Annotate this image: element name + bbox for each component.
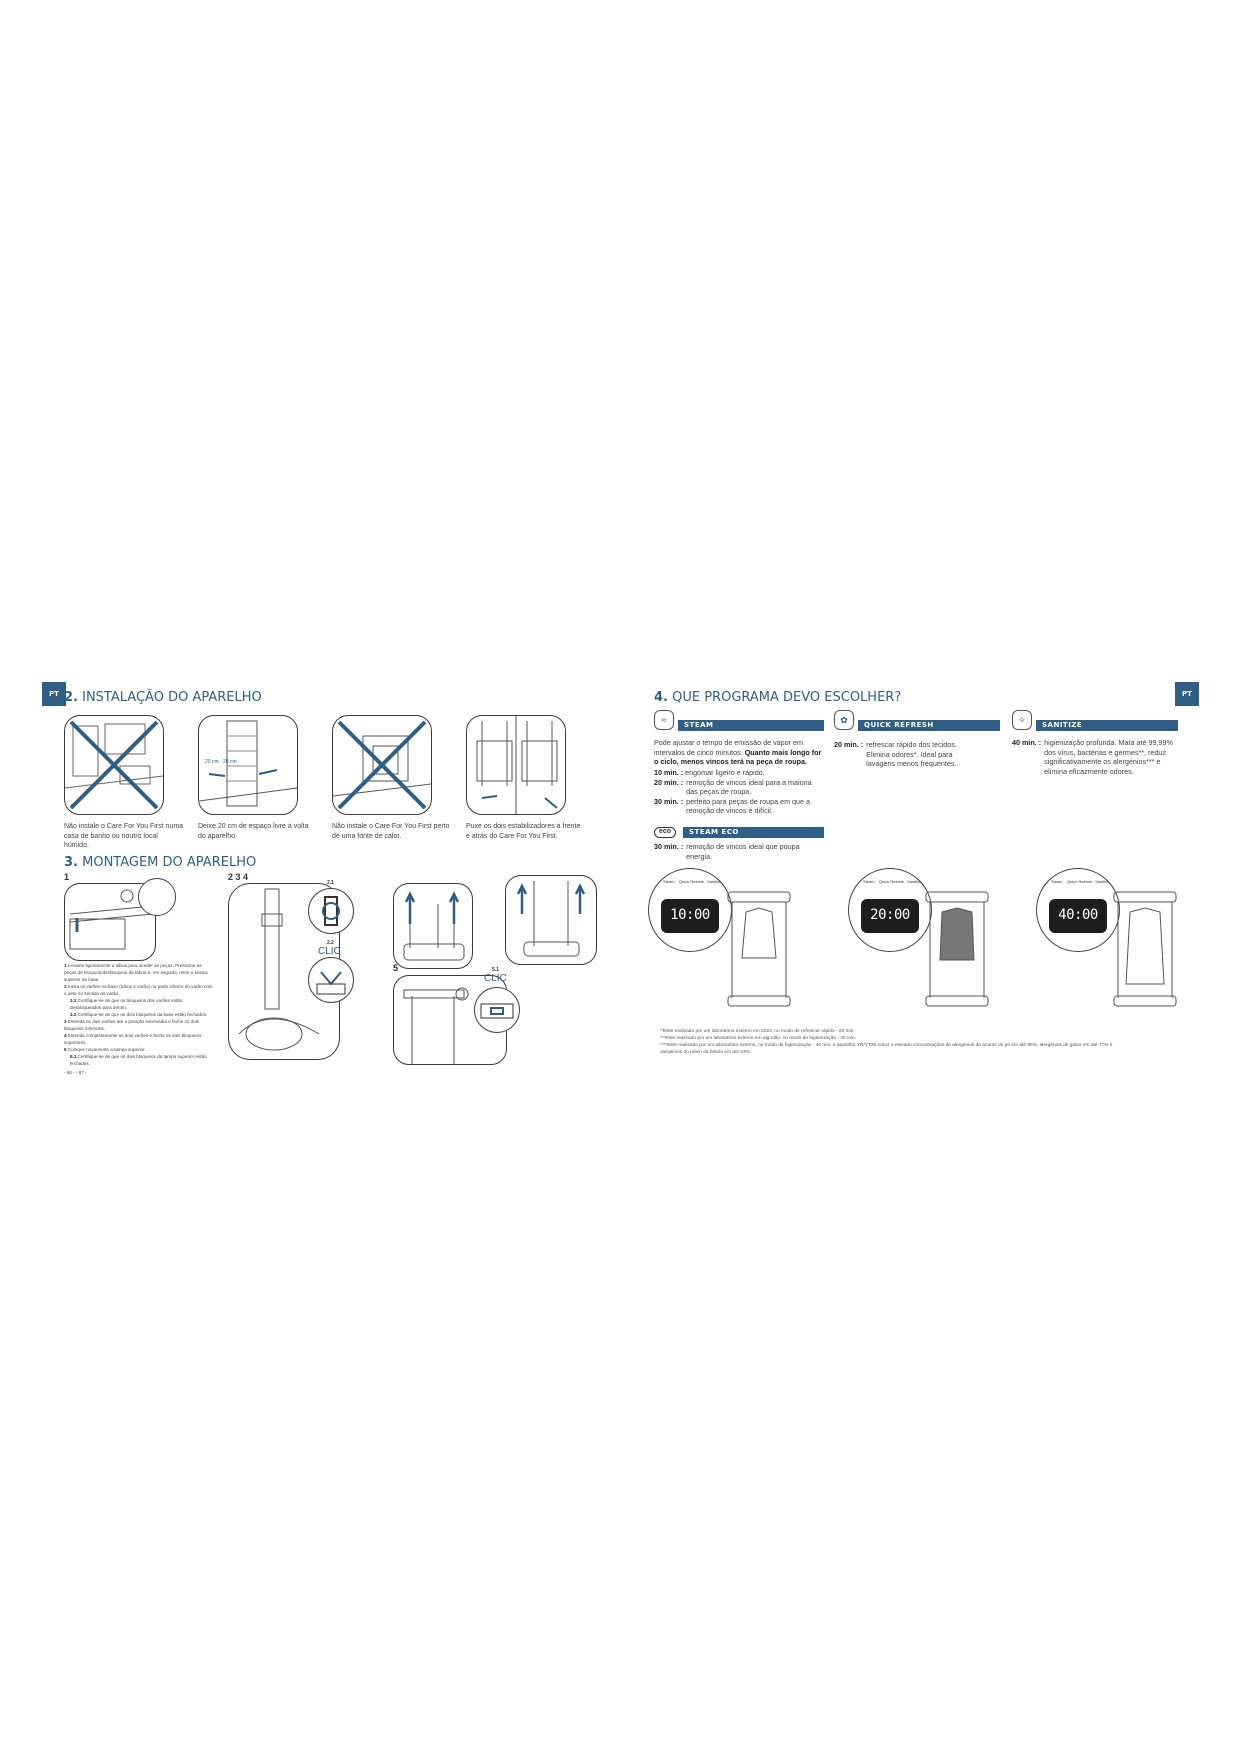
panel-3-caption: Não instale o Care For You First perto de uma fonte de calor. [332,823,450,840]
mode-label-sanitize: Sanitize [907,879,922,884]
step-item [64,1032,214,1046]
eco-icon: eco [654,827,676,838]
section-2-number: 2. [64,690,78,705]
step-number: 2 [64,984,67,989]
step-number: 2.2 [70,1012,77,1017]
mode-label-quick-refresh: Quick Refresh [679,879,705,884]
assembly-step-4 [505,875,597,965]
row-desc: remoção de vincos ideal que poupa energia. [686,842,800,861]
section-4-heading [654,690,901,705]
step-text: Certifique-se de que os bloqueios dos varões estão desbloqueados para dentro. [70,998,183,1010]
assembly-step-3 [393,883,473,969]
step-1-detail [138,878,176,916]
detail-2-2-label: 2.2 [327,940,334,946]
detail-2-2-circle [308,957,354,1003]
timer-value-1: 10:00 [670,907,710,923]
step-text: Insira os varões na base (tubos e varão) na parte inferior do varão com a seta no sentido do varão. [64,984,213,996]
fireplace-crossed-illustration [333,716,431,814]
panel-no-heat [332,715,432,815]
mode-label-steam: Steam [863,879,875,884]
step-234-label: 2 3 4 [228,872,249,882]
sanitize-icon: ✧ [1012,710,1032,730]
control-panel-zoom-2 [848,868,932,952]
panel-clearance [198,715,298,815]
section-3-title: MONTAGEM DO APARELHO [82,855,257,870]
step-number: 5.1 [70,1054,77,1059]
timer-display-1 [661,899,719,933]
row-time: 20 min. : [834,740,864,749]
steam-eco-bar: STEAM ECO [683,827,824,838]
mode-label-quick-refresh: Quick Refresh [879,879,905,884]
steam-icon: ≈ [654,710,674,730]
mode-label-steam: Steam [663,879,675,884]
stabilizers-illustration [467,716,565,814]
bathroom-crossed-illustration [65,716,163,814]
row-time: 40 min. : [1012,738,1042,747]
footnote-1: *Teste realizado por um laboratório externo em 2023, no modo de refrescar rápido - 20 min. [660,1029,855,1034]
clic-label-2: CLIC [484,973,507,984]
section-3-heading [64,855,256,870]
panel-4-caption: Puxe os dois estabilizadores à frente e atrás do Care For You First. [466,823,581,840]
quick-refresh-bar: QUICK REFRESH [858,720,1000,731]
timer-display-3 [1049,899,1107,933]
step-item [64,1053,214,1067]
section-4-number: 4. [654,690,668,705]
steam-row [654,768,824,778]
page-numbers: - 66 - - 67 - [64,1070,87,1075]
step-number: 5 [64,1047,67,1052]
extend-poles-full-illustration [506,876,596,964]
row-time: 30 min. : [654,842,684,851]
clearance-illustration [199,716,297,814]
row-time: 10 min. : [654,768,684,777]
panel-1-caption: Não instale o Care For You First numa casa de banho ou noutro local húmido. [64,823,184,849]
step-item [64,1011,214,1018]
step-item [64,962,214,983]
steam-row [654,778,824,797]
step-item [64,983,214,997]
mode-label-sanitize: Sanitize [1095,879,1110,884]
mode-label-steam: Steam [1051,879,1063,884]
extend-poles-mid-illustration [394,884,472,968]
assembly-steps-list [64,962,214,1076]
detail-5-1-label: 5.1 [492,967,499,973]
footnotes [660,1028,1130,1056]
language-badge-right: PT [1175,682,1199,706]
timer-value-3: 40:00 [1058,907,1098,923]
step-text: Certifique-se de que os dois bloqueios da tampa superior estão fechados. [70,1054,207,1066]
mode-label-quick-refresh: Quick Refresh [1067,879,1093,884]
steam-intro-plain: Pode ajustar o tempo de emissão de vapor em intervalos de cinco minutos. [654,738,804,757]
step-text: Estenda completamente os dois varões e feche os dois bloqueios superiores. [64,1033,202,1045]
step-text: Estenda os dois varões até a posição intermédia e feche os dois bloqueios inferiores. [64,1019,200,1031]
section-2-title: INSTALAÇÃO DO APARELHO [82,690,262,705]
footnote-2: **Teste realizado por um laboratório externo em algodão, no modo de higienização - 40 min. [660,1036,856,1041]
step-number: 3 [64,1019,67,1024]
step-text: Levante ligeiramente a tábua para aceder às peças. Pressione as peças de bloqueio/desbloqueio da tábua e, em seguida, retire a tampa superior da base. [64,963,208,982]
quick-refresh-row [834,740,1004,769]
clic-label-1: CLIC [318,946,341,957]
panel-2-caption: Deixe 20 cm de espaço livre à volta do aparelho. [198,823,309,840]
step-number: 1 [64,963,67,968]
step-item [64,1046,214,1053]
flower-icon: ✿ [834,710,854,730]
mode-label-sanitize: Sanitize [707,879,722,884]
sanitize-bar: SANITIZE [1036,720,1178,731]
steam-intro [654,738,822,767]
steam-row [654,797,824,816]
steam-eco-row [654,842,824,861]
appliance-sanitize-illustration [1110,888,1180,1018]
detail-2-1-circle [308,888,354,934]
control-panel-zoom-3 [1036,868,1120,952]
row-desc: engomar ligeiro e rápido. [685,768,765,777]
dimension-label-left: 20 cm [205,759,219,765]
control-panel-zoom-1 [648,868,732,952]
panel-no-bathroom [64,715,164,815]
section-3-number: 3. [64,855,78,870]
section-2-heading [64,690,262,705]
step-text: Coloque novamente a tampa superior. [67,1047,146,1052]
sanitize-row [1012,738,1182,776]
step-text: Certifique-se de que os dois bloqueios da base estão fechados. [77,1012,208,1017]
step-5-label: 5 [393,963,399,973]
base-lock-illustration [309,958,353,1002]
step-number: 2.1 [70,998,77,1003]
language-badge-left: PT [42,682,66,706]
row-desc: refrescar rápido dos tecidos. Elimina odores*. Ideal para lavagens menos frequentes. [866,740,957,769]
detail-2-1-label: 2.1 [327,880,334,886]
detail-5-1-circle [474,987,520,1033]
top-lock-illustration [475,988,519,1032]
step-1-label: 1 [64,872,70,882]
step-item [64,1018,214,1032]
steam-intro-bold: Quanto mais longo for o ciclo, menos vincos terá na peça de roupa. [654,747,822,767]
row-desc: higienização profunda. Mata até 99,99% dos vírus, bactérias e germes**, reduz significativamente os alergénios*** e elimina eficazmente odores. [1044,738,1173,776]
section-4-title: QUE PROGRAMA DEVO ESCOLHER? [672,690,902,705]
row-desc: perfeito para peças de roupa em que a remoção de vincos é difícil. [686,796,811,816]
steam-bar: STEAM [678,720,824,731]
footnote-3: ***Teste realizado por um laboratório externo, no modo de higienização - 40 min, o aparelho YR/YT25 reduz a elevada concentrações de alergénios de ácaros do pó em até 98%, alergénios de gatos em até 77% e alergénios do pólen da bétula em até 63%. [660,1043,1113,1055]
timer-display-2 [861,899,919,933]
steam-rows [654,768,824,816]
row-desc: remoção de vincos ideal para a maioria das peças de roupa. [686,777,812,797]
dimension-label-right: 20 cm [223,759,237,765]
appliance-steam-illustration [724,888,794,1018]
row-time: 20 min. : [654,777,684,787]
row-time: 30 min. : [654,796,684,806]
appliance-quick-refresh-illustration [922,888,992,1018]
timer-value-2: 20:00 [870,907,910,923]
lock-detail-illustration [309,889,353,933]
panel-stabilizers [466,715,566,815]
step-item [64,997,214,1011]
step-number: 4 [64,1033,67,1038]
